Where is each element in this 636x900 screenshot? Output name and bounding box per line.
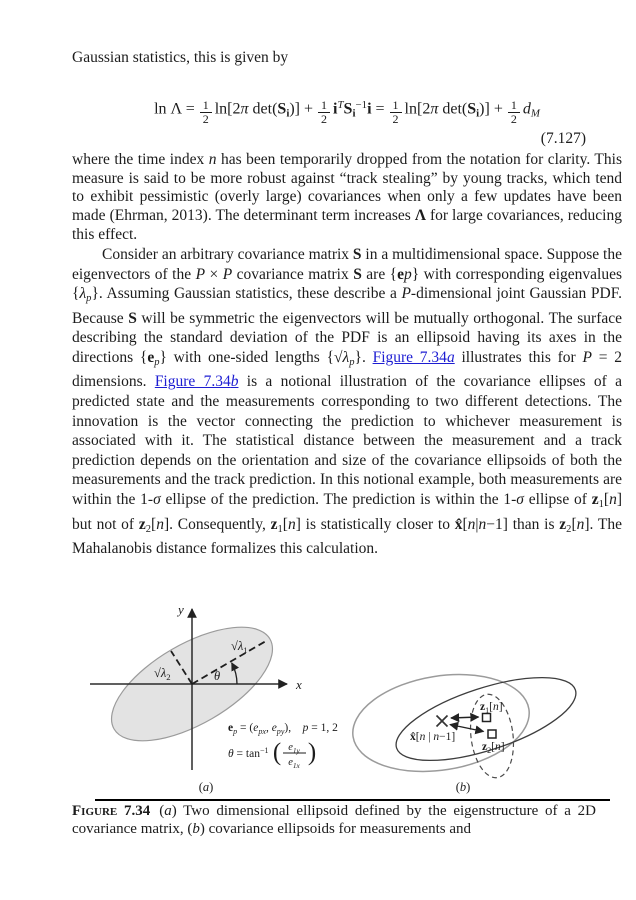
sqrt-lambda2-label: $√\lambda_2$ xyxy=(154,666,171,682)
caption-rule xyxy=(95,799,610,801)
fraction: $\frac{1}{2}$ xyxy=(390,99,402,126)
figure-reference-link[interactable]: b xyxy=(230,373,239,391)
prediction-x-marker xyxy=(437,716,448,727)
figure-caption: Figure 7.34 (a) Two dimensional ellipsoid defined by the eigenstructure of a 2D covariance matrix, (b) covariance ellipsoids for measurements and xyxy=(72,803,596,837)
subfigure-b xyxy=(346,660,585,794)
subfigure-a xyxy=(90,602,338,794)
paragraph-1: where the time index n has been temporarily dropped from the notation for clarity. This measure is said to be more robust against “track stealing” by young tracks, which tend to exhibit pessimistic (overly large) covariances when only a few updates have been made (Ehrman, 2013). The determinant term increases Λ for large covariances, reducing this effect. xyxy=(72,151,622,243)
subfigure-a-label: (a) xyxy=(198,780,214,794)
fraction: $\frac{1}{2}$ xyxy=(318,99,330,126)
equation-7-127: ln Λ = $\frac{1}{2}$ ln[2π det(Si)] + $\frac{1}{2}$ $i^TSi^{-1}i$ = $\frac{1}{2}$ ln[2π det(Si)] + $\frac{1}{2}$ dM xyxy=(154,98,540,127)
eigenvector-equation: $e_p = (e_{px}$, $e_{py}$), p = 1, 2 xyxy=(228,722,338,736)
theta-equation-numerator: $e_{1y}$ xyxy=(288,742,300,755)
paragraph-2: Consider an arbitrary covariance matrix S in a multidimensional space. Suppose the eigenvectors of the P × P covariance matrix S are {ep} with corresponding eigenvalues {λp}. Assuming Gaussian statistics, these describe a P-dimensional joint Gaussian PDF. Because S will be symmetric the eigenvectors will be mutually orthogonal. The surface describing the standard deviation of the PDF is an ellipsoid having its axes in the directions {ep} with one-sided lengths {√λp}. Figure 7.34a illustrates this for P = 2 dimensions. Figure 7.34b is a notional illustration of the covariance ellipses of a predicted state and the measurements corresponding to two different detections. The innovation is the vector connecting the prediction to whichever measurement is associated with it. The statistical distance between the measurement and a track prediction depends on the orientation and size of the covariance ellipsoids of both the measurements and the track prediction. In this notional example, both measurements are within the 1-σ ellipse of the prediction. The prediction is within the 1-σ ellipse of z1[n] but not of z2[n]. Consequently, z1[n] is statistically closer to x̂[n|n−1] than is z2[n]. The Mahalanobis distance formalizes this calculation. xyxy=(72,246,623,558)
innovation-arrow-z1 xyxy=(451,717,479,718)
intro-text: Gaussian statistics, this is given by xyxy=(72,49,289,66)
sqrt-lambda1-label: $√\lambda_1$ xyxy=(231,639,248,655)
figure-7-34 xyxy=(60,596,620,798)
theta-label: θ xyxy=(214,669,221,683)
z2-label: $z_2[n]$ xyxy=(482,741,505,755)
fraction: $\frac{1}{2}$ xyxy=(200,99,212,126)
theta-equation-lhs: $\theta = \tan^{-1}$ xyxy=(228,746,269,760)
subfigure-b-label: (b) xyxy=(455,780,471,794)
theta-equation-denominator: $e_{1x}$ xyxy=(288,757,300,770)
fraction: $\frac{1}{2}$ xyxy=(508,99,520,126)
figure-reference-link[interactable]: Figure 7.34 xyxy=(372,348,447,366)
x-axis-label: x xyxy=(296,677,302,692)
prediction-label: x̂[n | n−1] xyxy=(410,731,456,743)
z2-measurement-marker xyxy=(488,730,496,738)
y-axis-label: y xyxy=(178,602,184,617)
equation-number: (7.127) xyxy=(540,130,586,147)
theta-equation-open-paren: ( xyxy=(272,739,282,766)
figure-reference-link[interactable]: Figure 7.34 xyxy=(154,373,231,391)
z1-label: $z_1[n]$ xyxy=(480,701,503,715)
figure-reference-link[interactable]: a xyxy=(446,348,455,366)
theta-equation-close-paren: ) xyxy=(307,739,317,766)
equation-block xyxy=(72,86,622,147)
